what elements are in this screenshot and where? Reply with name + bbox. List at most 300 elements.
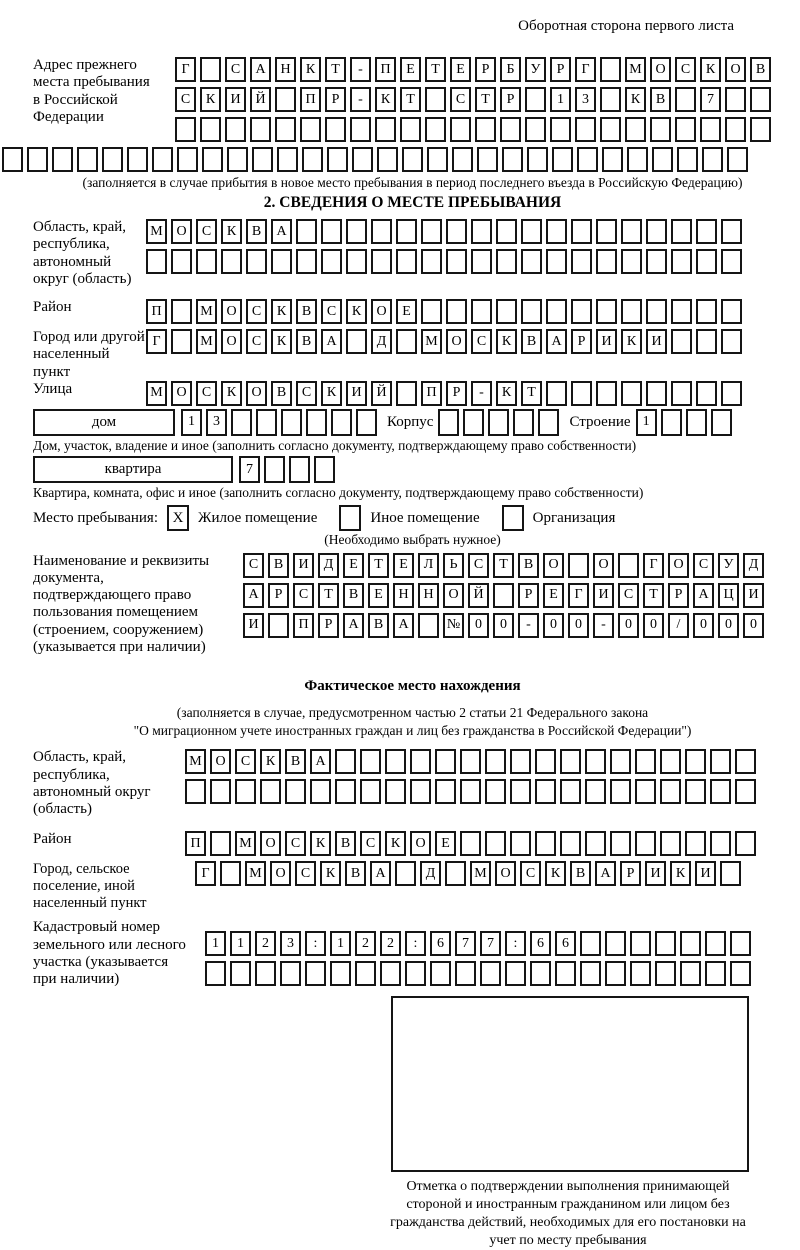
char-cell[interactable] xyxy=(610,831,631,856)
char-cell[interactable]: А xyxy=(546,329,567,354)
char-cell[interactable]: П xyxy=(185,831,206,856)
char-cell[interactable] xyxy=(227,147,248,172)
char-cell[interactable]: 7 xyxy=(480,931,501,956)
char-cell[interactable] xyxy=(675,87,696,112)
char-cell[interactable] xyxy=(596,381,617,406)
char-cell[interactable] xyxy=(735,779,756,804)
char-cell[interactable] xyxy=(280,961,301,986)
char-cell[interactable]: Д xyxy=(318,553,339,578)
char-cell[interactable]: 0 xyxy=(618,613,639,638)
char-cell[interactable] xyxy=(650,117,671,142)
char-cell[interactable]: 0 xyxy=(543,613,564,638)
char-cell[interactable]: Г xyxy=(643,553,664,578)
char-cell[interactable]: В xyxy=(246,219,267,244)
char-cell[interactable] xyxy=(513,409,534,436)
char-cell[interactable] xyxy=(630,961,651,986)
char-cell[interactable]: О xyxy=(410,831,431,856)
char-cell[interactable]: В xyxy=(343,583,364,608)
char-cell[interactable] xyxy=(627,147,648,172)
char-cell[interactable]: И xyxy=(596,329,617,354)
char-cell[interactable]: К xyxy=(321,381,342,406)
char-cell[interactable] xyxy=(596,249,617,274)
char-cell[interactable] xyxy=(205,961,226,986)
char-cell[interactable]: Р xyxy=(475,57,496,82)
char-cell[interactable]: Т xyxy=(493,553,514,578)
char-cell[interactable] xyxy=(418,613,439,638)
char-cell[interactable] xyxy=(621,299,642,324)
char-cell[interactable] xyxy=(710,749,731,774)
char-cell[interactable] xyxy=(360,779,381,804)
char-cell[interactable] xyxy=(685,779,706,804)
char-cell[interactable] xyxy=(725,87,746,112)
char-cell[interactable] xyxy=(527,147,548,172)
char-cell[interactable] xyxy=(460,779,481,804)
char-cell[interactable] xyxy=(711,409,732,436)
char-cell[interactable] xyxy=(721,299,742,324)
char-cell[interactable] xyxy=(396,329,417,354)
char-cell[interactable]: Р xyxy=(668,583,689,608)
char-cell[interactable]: С xyxy=(196,219,217,244)
char-cell[interactable] xyxy=(535,749,556,774)
char-cell[interactable] xyxy=(696,381,717,406)
char-cell[interactable] xyxy=(355,961,376,986)
char-cell[interactable] xyxy=(296,219,317,244)
char-cell[interactable] xyxy=(568,553,589,578)
char-cell[interactable] xyxy=(210,779,231,804)
char-cell[interactable]: - xyxy=(471,381,492,406)
char-cell[interactable]: К xyxy=(221,219,242,244)
char-cell[interactable]: - xyxy=(350,57,371,82)
char-cell[interactable]: К xyxy=(300,57,321,82)
char-cell[interactable] xyxy=(730,931,751,956)
char-cell[interactable]: О xyxy=(668,553,689,578)
char-cell[interactable]: Е xyxy=(343,553,364,578)
char-cell[interactable]: У xyxy=(525,57,546,82)
char-cell[interactable] xyxy=(546,299,567,324)
char-cell[interactable] xyxy=(446,249,467,274)
char-cell[interactable]: Т xyxy=(400,87,421,112)
char-cell[interactable] xyxy=(421,249,442,274)
char-cell[interactable]: С xyxy=(450,87,471,112)
char-cell[interactable] xyxy=(185,779,206,804)
char-cell[interactable] xyxy=(281,409,302,436)
char-cell[interactable] xyxy=(621,381,642,406)
char-cell[interactable]: Г xyxy=(175,57,196,82)
char-cell[interactable] xyxy=(525,117,546,142)
char-cell[interactable] xyxy=(321,219,342,244)
char-cell[interactable]: С xyxy=(285,831,306,856)
char-cell[interactable]: Р xyxy=(268,583,289,608)
char-cell[interactable] xyxy=(535,779,556,804)
char-cell[interactable]: 0 xyxy=(493,613,514,638)
char-cell[interactable]: Р xyxy=(500,87,521,112)
char-cell[interactable] xyxy=(552,147,573,172)
char-cell[interactable]: С xyxy=(693,553,714,578)
char-cell[interactable]: Д xyxy=(371,329,392,354)
char-cell[interactable] xyxy=(152,147,173,172)
char-cell[interactable]: С xyxy=(471,329,492,354)
char-cell[interactable]: С xyxy=(618,583,639,608)
char-cell[interactable] xyxy=(321,249,342,274)
char-cell[interactable] xyxy=(252,147,273,172)
char-cell[interactable] xyxy=(696,329,717,354)
char-cell[interactable]: С xyxy=(243,553,264,578)
char-cell[interactable]: А xyxy=(243,583,264,608)
char-cell[interactable] xyxy=(450,117,471,142)
char-cell[interactable] xyxy=(425,117,446,142)
char-cell[interactable] xyxy=(410,779,431,804)
char-cell[interactable]: : xyxy=(505,931,526,956)
char-cell[interactable] xyxy=(577,147,598,172)
char-cell[interactable] xyxy=(560,749,581,774)
char-cell[interactable]: М xyxy=(235,831,256,856)
char-cell[interactable] xyxy=(585,831,606,856)
char-cell[interactable] xyxy=(471,249,492,274)
char-cell[interactable]: О xyxy=(171,219,192,244)
char-cell[interactable]: К xyxy=(310,831,331,856)
char-cell[interactable]: П xyxy=(146,299,167,324)
char-cell[interactable] xyxy=(410,749,431,774)
char-cell[interactable]: М xyxy=(245,861,266,886)
char-cell[interactable] xyxy=(580,961,601,986)
char-cell[interactable] xyxy=(502,147,523,172)
char-cell[interactable] xyxy=(521,299,542,324)
checkbox-organizatsiya[interactable] xyxy=(502,505,524,531)
char-cell[interactable] xyxy=(356,409,377,436)
char-cell[interactable] xyxy=(720,861,741,886)
char-cell[interactable] xyxy=(730,961,751,986)
char-cell[interactable]: В xyxy=(650,87,671,112)
char-cell[interactable] xyxy=(435,749,456,774)
char-cell[interactable]: А xyxy=(310,749,331,774)
char-cell[interactable]: 6 xyxy=(530,931,551,956)
char-cell[interactable] xyxy=(677,147,698,172)
char-cell[interactable]: Е xyxy=(543,583,564,608)
char-cell[interactable]: К xyxy=(545,861,566,886)
char-cell[interactable]: Р xyxy=(446,381,467,406)
char-cell[interactable]: И xyxy=(293,553,314,578)
char-cell[interactable]: М xyxy=(421,329,442,354)
char-cell[interactable] xyxy=(530,961,551,986)
char-cell[interactable] xyxy=(127,147,148,172)
char-cell[interactable] xyxy=(618,553,639,578)
char-cell[interactable] xyxy=(425,87,446,112)
char-cell[interactable] xyxy=(571,299,592,324)
char-cell[interactable]: Й xyxy=(250,87,271,112)
char-cell[interactable]: 7 xyxy=(455,931,476,956)
char-cell[interactable] xyxy=(471,219,492,244)
char-cell[interactable] xyxy=(285,779,306,804)
char-cell[interactable]: 7 xyxy=(700,87,721,112)
char-cell[interactable] xyxy=(721,329,742,354)
char-cell[interactable] xyxy=(471,299,492,324)
char-cell[interactable] xyxy=(196,249,217,274)
char-cell[interactable]: Г xyxy=(195,861,216,886)
char-cell[interactable] xyxy=(52,147,73,172)
char-cell[interactable]: : xyxy=(405,931,426,956)
char-cell[interactable]: К xyxy=(271,299,292,324)
char-cell[interactable]: У xyxy=(718,553,739,578)
char-cell[interactable] xyxy=(493,583,514,608)
char-cell[interactable]: О xyxy=(246,381,267,406)
char-cell[interactable]: Ь xyxy=(443,553,464,578)
char-cell[interactable]: С xyxy=(293,583,314,608)
char-cell[interactable]: 0 xyxy=(743,613,764,638)
char-cell[interactable] xyxy=(346,329,367,354)
char-cell[interactable] xyxy=(510,831,531,856)
char-cell[interactable] xyxy=(221,249,242,274)
char-cell[interactable] xyxy=(445,861,466,886)
char-cell[interactable] xyxy=(660,779,681,804)
char-cell[interactable]: О xyxy=(593,553,614,578)
char-cell[interactable] xyxy=(646,381,667,406)
char-cell[interactable]: В xyxy=(285,749,306,774)
char-cell[interactable] xyxy=(446,219,467,244)
char-cell[interactable] xyxy=(264,456,285,483)
char-cell[interactable] xyxy=(621,219,642,244)
char-cell[interactable]: В xyxy=(518,553,539,578)
char-cell[interactable] xyxy=(571,249,592,274)
char-cell[interactable] xyxy=(460,749,481,774)
char-cell[interactable]: С xyxy=(360,831,381,856)
char-cell[interactable]: Е xyxy=(450,57,471,82)
char-cell[interactable] xyxy=(675,117,696,142)
char-cell[interactable]: О xyxy=(221,299,242,324)
char-cell[interactable] xyxy=(438,409,459,436)
char-cell[interactable]: А xyxy=(370,861,391,886)
char-cell[interactable]: О xyxy=(221,329,242,354)
char-cell[interactable] xyxy=(385,779,406,804)
char-cell[interactable] xyxy=(225,117,246,142)
char-cell[interactable] xyxy=(600,87,621,112)
char-cell[interactable]: 7 xyxy=(239,456,260,483)
char-cell[interactable] xyxy=(256,409,277,436)
char-cell[interactable]: 3 xyxy=(280,931,301,956)
char-cell[interactable]: О xyxy=(210,749,231,774)
char-cell[interactable]: С xyxy=(321,299,342,324)
char-cell[interactable] xyxy=(260,779,281,804)
char-cell[interactable] xyxy=(625,117,646,142)
char-cell[interactable] xyxy=(680,931,701,956)
char-cell[interactable] xyxy=(488,409,509,436)
char-cell[interactable] xyxy=(575,117,596,142)
char-cell[interactable] xyxy=(602,147,623,172)
char-cell[interactable] xyxy=(546,249,567,274)
char-cell[interactable] xyxy=(380,961,401,986)
char-cell[interactable] xyxy=(477,147,498,172)
char-cell[interactable]: / xyxy=(668,613,689,638)
char-cell[interactable] xyxy=(275,117,296,142)
char-cell[interactable] xyxy=(735,831,756,856)
char-cell[interactable] xyxy=(460,831,481,856)
char-cell[interactable] xyxy=(585,749,606,774)
char-cell[interactable]: К xyxy=(346,299,367,324)
char-cell[interactable] xyxy=(402,147,423,172)
char-cell[interactable] xyxy=(496,249,517,274)
char-cell[interactable] xyxy=(396,219,417,244)
char-cell[interactable] xyxy=(505,961,526,986)
char-cell[interactable]: П xyxy=(300,87,321,112)
char-cell[interactable]: - xyxy=(593,613,614,638)
char-cell[interactable]: 1 xyxy=(230,931,251,956)
char-cell[interactable]: Л xyxy=(418,553,439,578)
char-cell[interactable] xyxy=(302,147,323,172)
char-cell[interactable] xyxy=(375,117,396,142)
char-cell[interactable] xyxy=(171,249,192,274)
char-cell[interactable] xyxy=(346,249,367,274)
char-cell[interactable] xyxy=(696,219,717,244)
char-cell[interactable]: М xyxy=(185,749,206,774)
char-cell[interactable] xyxy=(510,779,531,804)
char-cell[interactable]: В xyxy=(750,57,771,82)
char-cell[interactable]: Й xyxy=(468,583,489,608)
char-cell[interactable]: 0 xyxy=(468,613,489,638)
char-cell[interactable] xyxy=(705,931,726,956)
char-cell[interactable]: В xyxy=(271,381,292,406)
char-cell[interactable] xyxy=(385,749,406,774)
char-cell[interactable]: Ц xyxy=(718,583,739,608)
char-cell[interactable] xyxy=(671,329,692,354)
char-cell[interactable]: Т xyxy=(325,57,346,82)
char-cell[interactable] xyxy=(400,117,421,142)
char-cell[interactable] xyxy=(605,961,626,986)
char-cell[interactable]: П xyxy=(421,381,442,406)
char-cell[interactable]: А xyxy=(393,613,414,638)
char-cell[interactable] xyxy=(555,961,576,986)
char-cell[interactable] xyxy=(525,87,546,112)
char-cell[interactable] xyxy=(275,87,296,112)
char-cell[interactable]: С xyxy=(235,749,256,774)
char-cell[interactable] xyxy=(646,219,667,244)
char-cell[interactable]: Г xyxy=(575,57,596,82)
char-cell[interactable]: Т xyxy=(643,583,664,608)
char-cell[interactable] xyxy=(596,299,617,324)
char-cell[interactable]: С xyxy=(196,381,217,406)
char-cell[interactable]: № xyxy=(443,613,464,638)
char-cell[interactable]: 2 xyxy=(380,931,401,956)
char-cell[interactable]: И xyxy=(243,613,264,638)
char-cell[interactable] xyxy=(705,961,726,986)
char-cell[interactable] xyxy=(427,147,448,172)
char-cell[interactable] xyxy=(200,57,221,82)
char-cell[interactable]: О xyxy=(270,861,291,886)
char-cell[interactable] xyxy=(305,961,326,986)
char-cell[interactable] xyxy=(335,779,356,804)
char-cell[interactable] xyxy=(246,249,267,274)
char-cell[interactable]: 2 xyxy=(355,931,376,956)
char-cell[interactable]: Б xyxy=(500,57,521,82)
char-cell[interactable] xyxy=(700,117,721,142)
char-cell[interactable]: Р xyxy=(571,329,592,354)
char-cell[interactable] xyxy=(702,147,723,172)
char-cell[interactable] xyxy=(571,219,592,244)
char-cell[interactable]: Т xyxy=(368,553,389,578)
char-cell[interactable] xyxy=(671,299,692,324)
char-cell[interactable] xyxy=(546,381,567,406)
char-cell[interactable]: 0 xyxy=(718,613,739,638)
checkbox-inoe-pomeshchenie[interactable] xyxy=(339,505,361,531)
char-cell[interactable]: М xyxy=(146,219,167,244)
char-cell[interactable]: О xyxy=(260,831,281,856)
char-cell[interactable]: М xyxy=(470,861,491,886)
char-cell[interactable] xyxy=(630,931,651,956)
char-cell[interactable]: 1 xyxy=(550,87,571,112)
char-cell[interactable]: С xyxy=(225,57,246,82)
char-cell[interactable] xyxy=(580,931,601,956)
char-cell[interactable]: О xyxy=(650,57,671,82)
char-cell[interactable] xyxy=(635,831,656,856)
char-cell[interactable]: М xyxy=(625,57,646,82)
char-cell[interactable] xyxy=(727,147,748,172)
char-cell[interactable] xyxy=(710,779,731,804)
char-cell[interactable] xyxy=(696,299,717,324)
char-cell[interactable]: А xyxy=(693,583,714,608)
char-cell[interactable]: 6 xyxy=(430,931,451,956)
char-cell[interactable] xyxy=(735,749,756,774)
char-cell[interactable]: В xyxy=(521,329,542,354)
char-cell[interactable]: М xyxy=(196,329,217,354)
char-cell[interactable]: С xyxy=(675,57,696,82)
char-cell[interactable]: Е xyxy=(435,831,456,856)
char-cell[interactable]: Т xyxy=(521,381,542,406)
char-cell[interactable] xyxy=(452,147,473,172)
char-cell[interactable] xyxy=(571,381,592,406)
char-cell[interactable]: А xyxy=(343,613,364,638)
char-cell[interactable]: И xyxy=(593,583,614,608)
char-cell[interactable] xyxy=(102,147,123,172)
char-cell[interactable] xyxy=(395,861,416,886)
char-cell[interactable] xyxy=(346,219,367,244)
char-cell[interactable]: О xyxy=(446,329,467,354)
char-cell[interactable]: С xyxy=(296,381,317,406)
char-cell[interactable]: В xyxy=(296,299,317,324)
char-cell[interactable] xyxy=(696,249,717,274)
char-cell[interactable] xyxy=(621,249,642,274)
char-cell[interactable] xyxy=(560,831,581,856)
char-cell[interactable] xyxy=(680,961,701,986)
char-cell[interactable] xyxy=(500,117,521,142)
char-cell[interactable] xyxy=(686,409,707,436)
char-cell[interactable] xyxy=(521,249,542,274)
char-cell[interactable]: С xyxy=(246,329,267,354)
char-cell[interactable]: 2 xyxy=(255,931,276,956)
char-cell[interactable]: Р xyxy=(518,583,539,608)
char-cell[interactable] xyxy=(171,299,192,324)
char-cell[interactable] xyxy=(660,831,681,856)
char-cell[interactable] xyxy=(655,931,676,956)
char-cell[interactable]: К xyxy=(260,749,281,774)
char-cell[interactable] xyxy=(671,219,692,244)
char-cell[interactable] xyxy=(610,779,631,804)
char-cell[interactable]: К xyxy=(496,329,517,354)
char-cell[interactable]: С xyxy=(295,861,316,886)
char-cell[interactable]: - xyxy=(350,87,371,112)
char-cell[interactable] xyxy=(352,147,373,172)
char-cell[interactable] xyxy=(496,299,517,324)
char-cell[interactable]: М xyxy=(196,299,217,324)
char-cell[interactable] xyxy=(330,961,351,986)
char-cell[interactable]: И xyxy=(695,861,716,886)
char-cell[interactable] xyxy=(405,961,426,986)
char-cell[interactable] xyxy=(360,749,381,774)
char-cell[interactable]: К xyxy=(700,57,721,82)
char-cell[interactable] xyxy=(171,329,192,354)
char-cell[interactable] xyxy=(721,381,742,406)
char-cell[interactable]: С xyxy=(520,861,541,886)
char-cell[interactable] xyxy=(510,749,531,774)
char-cell[interactable] xyxy=(652,147,673,172)
char-cell[interactable]: К xyxy=(320,861,341,886)
